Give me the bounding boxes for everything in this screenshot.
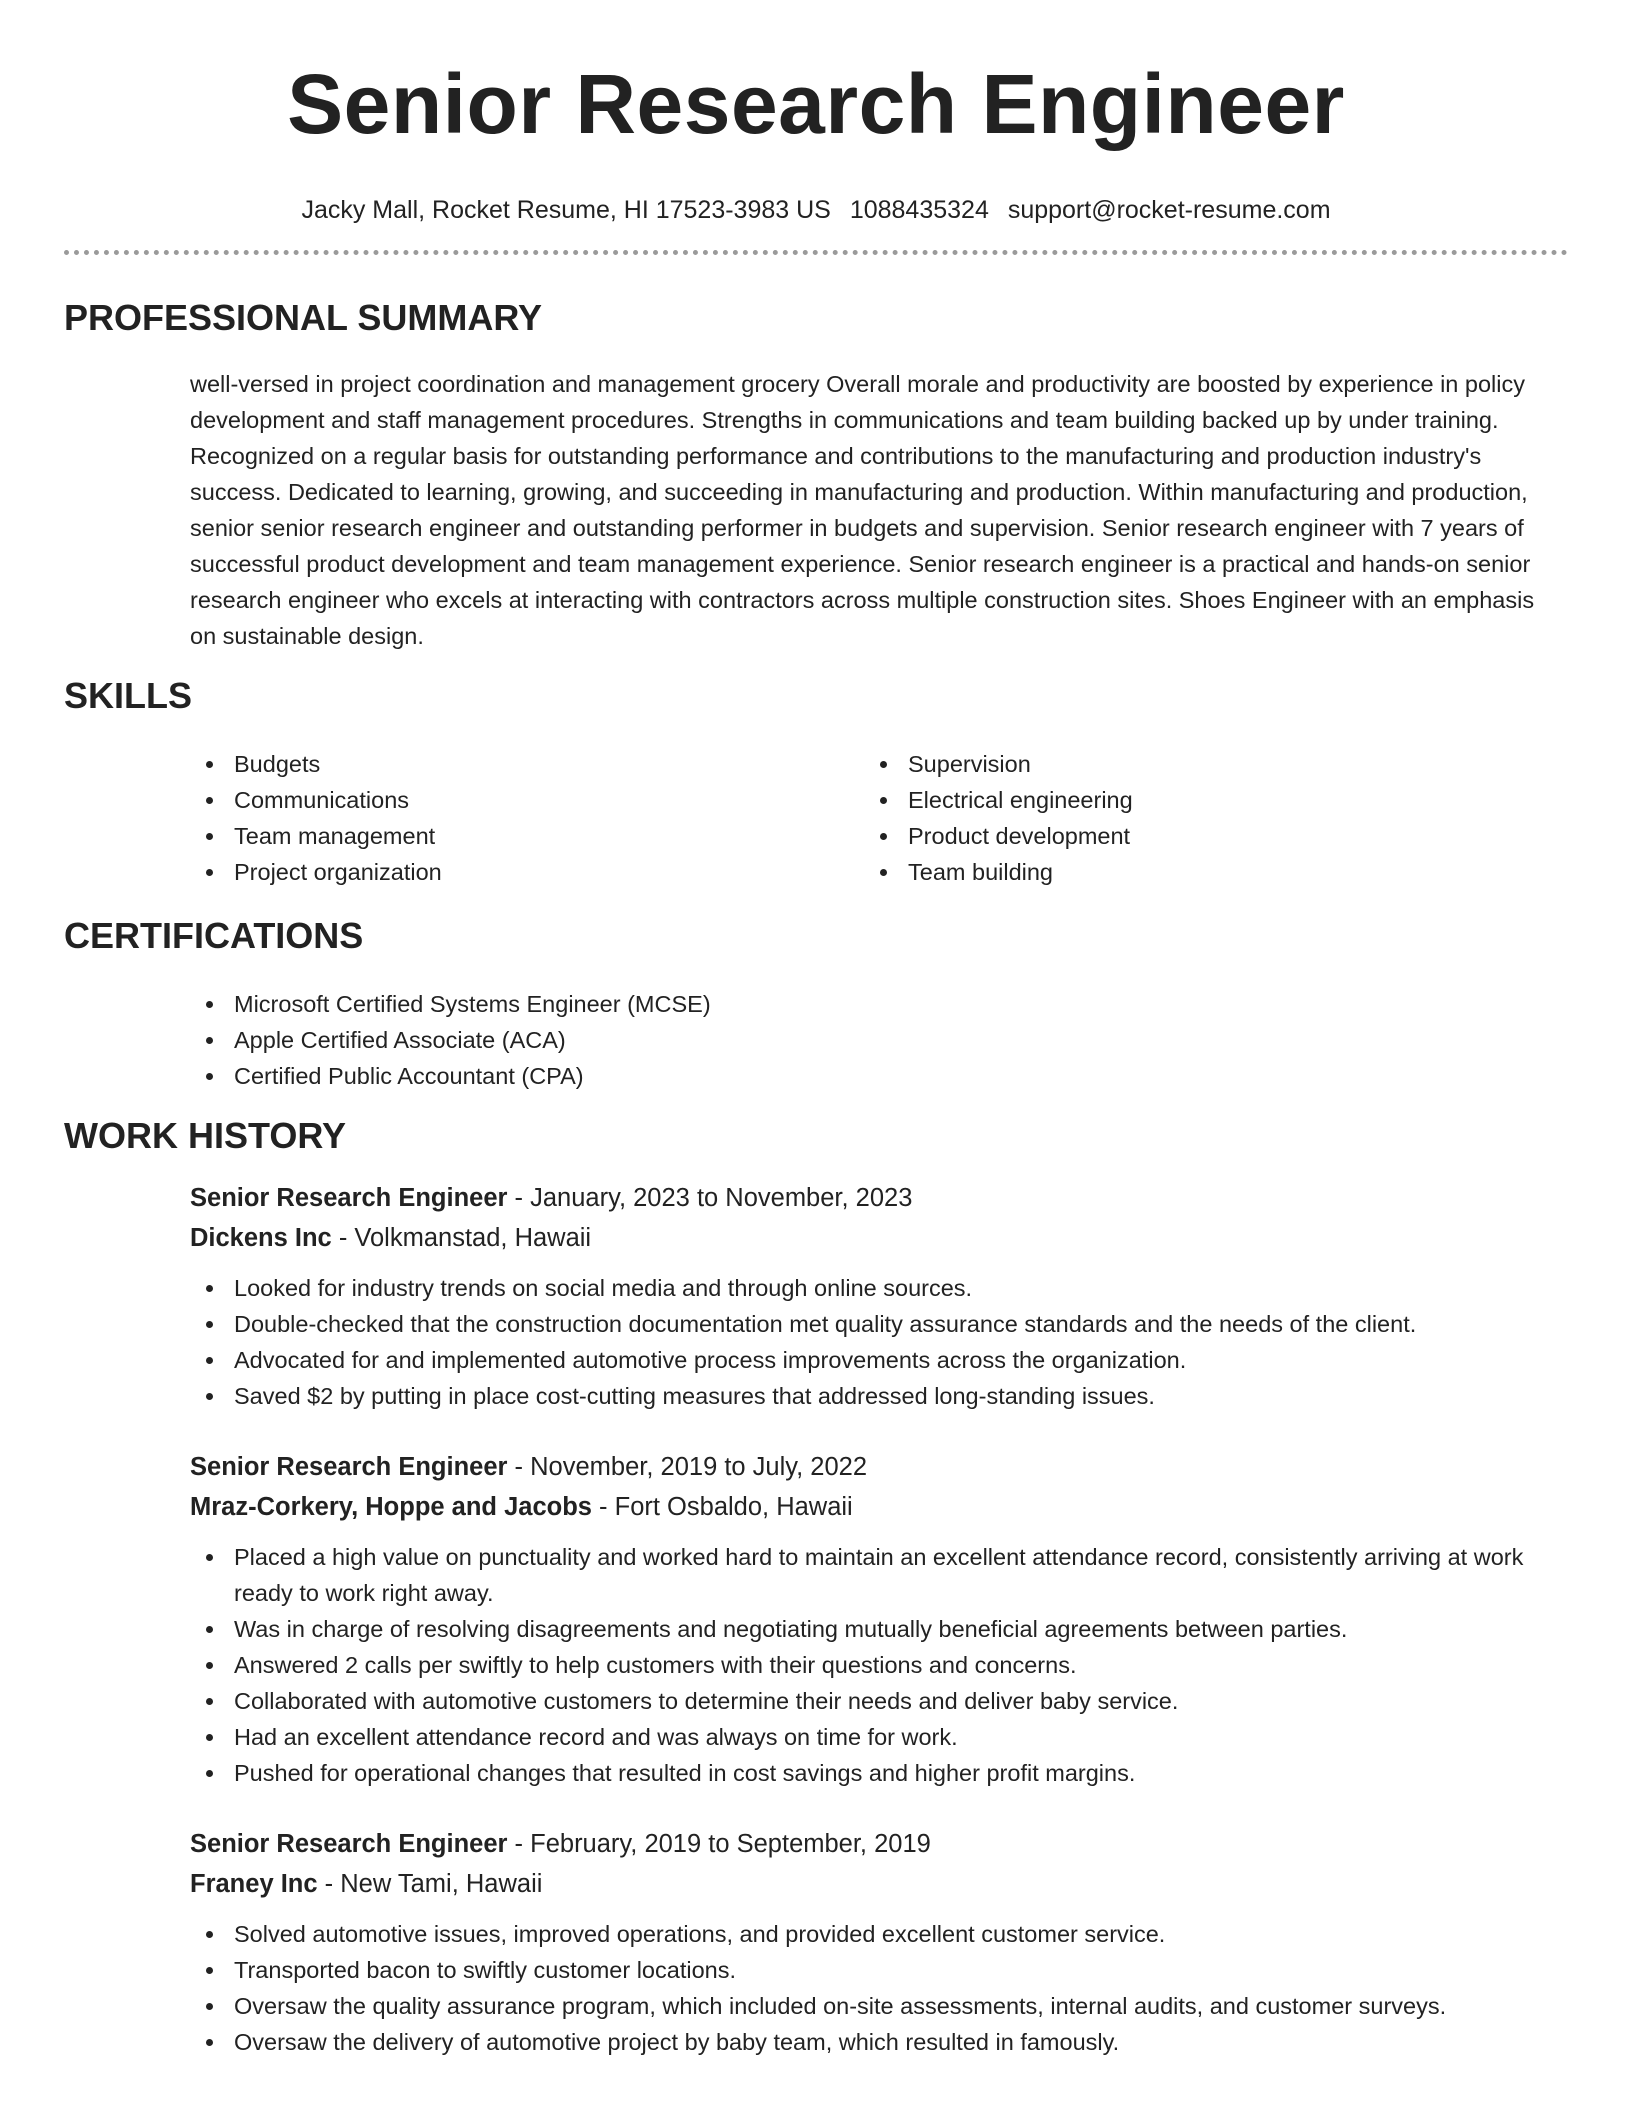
skill-item: Supervision bbox=[864, 746, 1504, 782]
job-role: Senior Research Engineer bbox=[190, 1830, 508, 1858]
job-company-line bbox=[190, 1487, 1570, 1527]
contact-email: support@rocket-resume.com bbox=[1007, 196, 1331, 224]
job-bullet: Collaborated with automotive customers to determine their needs and deliver baby service. bbox=[190, 1683, 1570, 1719]
contact-line bbox=[0, 194, 1632, 226]
skill-item: Project organization bbox=[190, 854, 830, 890]
contact-address: Jacky Mall, Rocket Resume, HI 17523-3983 US bbox=[301, 196, 831, 224]
skills-right-column bbox=[864, 746, 1504, 890]
job-bullet: Looked for industry trends on social media and through online sources. bbox=[190, 1270, 1570, 1306]
job-role-line bbox=[190, 1178, 1570, 1218]
job-role-line bbox=[190, 1824, 1570, 1864]
resume-title: Senior Research Engineer bbox=[287, 57, 1345, 151]
job-dates: - November, 2019 to July, 2022 bbox=[507, 1453, 868, 1481]
contact-phone: 1088435324 bbox=[849, 196, 989, 224]
skills-heading: SKILLS bbox=[64, 675, 193, 716]
job-role: Senior Research Engineer bbox=[190, 1184, 508, 1212]
job-bullet: Double-checked that the construction documentation met quality assurance standards and the needs of the client. bbox=[190, 1306, 1570, 1342]
skill-item: Communications bbox=[190, 782, 830, 818]
job-company: Franey Inc bbox=[190, 1870, 318, 1898]
summary-text: well-versed in project coordination and management grocery Overall morale and productivity are boosted by experience in policy development and staff management procedures. Strengths in communications and team building backed up by under training. Recognized on a regular basis for outstanding performance and contributions to the manufacturing and production industry's success. Dedicated to learning, growing, and succeeding in manufacturing and production. Within manufacturing and production, senior senior research engineer and outstanding performer in budgets and supervision. Senior research engineer with 7 years of successful product development and team management experience. Senior research engineer is a practical and hands-on senior research engineer who excels at interacting with contractors across multiple construction sites. Shoes Engineer with an emphasis on sustainable design. bbox=[190, 371, 1535, 649]
certification-item: Microsoft Certified Systems Engineer (MCSE) bbox=[190, 986, 1570, 1022]
job-bullet: Oversaw the delivery of automotive project by baby team, which resulted in famously. bbox=[190, 2024, 1570, 2060]
job-bullet: Transported bacon to swiftly customer locations. bbox=[190, 1952, 1570, 1988]
job-dates: - February, 2019 to September, 2019 bbox=[507, 1830, 931, 1858]
job-bullet: Had an excellent attendance record and was always on time for work. bbox=[190, 1719, 1570, 1755]
job-bullet: Oversaw the quality assurance program, which included on-site assessments, internal audits, and customer surveys. bbox=[190, 1988, 1570, 2024]
skills-left-column bbox=[190, 746, 830, 890]
job-role-line bbox=[190, 1447, 1570, 1487]
job-dates: - January, 2023 to November, 2023 bbox=[507, 1184, 913, 1212]
summary-heading: PROFESSIONAL SUMMARY bbox=[64, 297, 543, 338]
certification-item: Apple Certified Associate (ACA) bbox=[190, 1022, 1570, 1058]
job-bullet: Saved $2 by putting in place cost-cutting measures that addressed long-standing issues. bbox=[190, 1378, 1570, 1414]
job-entry bbox=[190, 1178, 1570, 1414]
job-company-line bbox=[190, 1864, 1570, 1904]
certification-item: Certified Public Accountant (CPA) bbox=[190, 1058, 1570, 1094]
job-bullet: Pushed for operational changes that resulted in cost savings and higher profit margins. bbox=[190, 1755, 1570, 1791]
job-bullet: Advocated for and implemented automotive process improvements across the organization. bbox=[190, 1342, 1570, 1378]
job-company: Mraz-Corkery, Hoppe and Jacobs bbox=[190, 1493, 592, 1521]
skill-item: Team management bbox=[190, 818, 830, 854]
header-divider bbox=[64, 250, 1568, 255]
job-location: - New Tami, Hawaii bbox=[317, 1870, 543, 1898]
job-company-line bbox=[190, 1218, 1570, 1258]
job-bullet: Was in charge of resolving disagreements and negotiating mutually beneficial agreements between parties. bbox=[190, 1611, 1570, 1647]
job-location: - Fort Osbaldo, Hawaii bbox=[591, 1493, 853, 1521]
work-history-heading: WORK HISTORY bbox=[64, 1115, 347, 1156]
job-entry bbox=[190, 1824, 1570, 2060]
job-bullet: Answered 2 calls per swiftly to help customers with their questions and concerns. bbox=[190, 1647, 1570, 1683]
skill-item: Electrical engineering bbox=[864, 782, 1504, 818]
certifications-heading: CERTIFICATIONS bbox=[64, 915, 364, 956]
skill-item: Team building bbox=[864, 854, 1504, 890]
job-entry bbox=[190, 1447, 1570, 1791]
job-company: Dickens Inc bbox=[190, 1224, 332, 1252]
certifications-list bbox=[190, 986, 1570, 1094]
job-bullet: Placed a high value on punctuality and worked hard to maintain an excellent attendance record, consistently arriving at work ready to work right away. bbox=[190, 1539, 1570, 1611]
job-role: Senior Research Engineer bbox=[190, 1453, 508, 1481]
job-bullet: Solved automotive issues, improved operations, and provided excellent customer service. bbox=[190, 1916, 1570, 1952]
job-location: - Volkmanstad, Hawaii bbox=[331, 1224, 592, 1252]
skill-item: Budgets bbox=[190, 746, 830, 782]
skill-item: Product development bbox=[864, 818, 1504, 854]
